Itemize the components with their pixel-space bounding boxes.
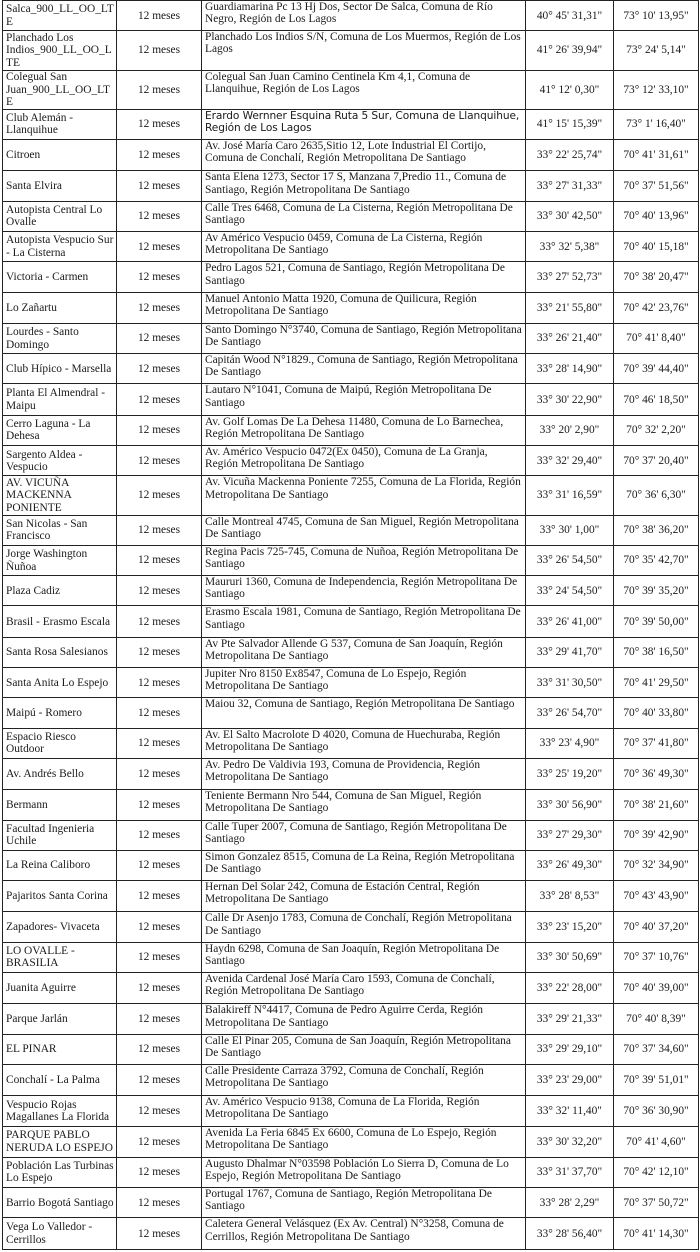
duration-cell: 12 meses (117, 576, 202, 606)
duration-cell: 12 meses (117, 728, 202, 758)
longitude-cell: 70° 43' 43,90" (614, 881, 699, 912)
latitude-cell: 33° 31' 16,59" (526, 476, 614, 515)
duration-cell: 12 meses (117, 292, 202, 323)
duration-cell: 12 meses (117, 637, 202, 667)
duration-cell: 12 meses (117, 912, 202, 942)
longitude-cell: 73° 1' 16,40" (614, 109, 699, 139)
duration-cell: 12 meses (117, 790, 202, 820)
address-cell: Calle Tuper 2007, Comuna de Santiago, Región Metropolitana De Santiago (202, 820, 526, 850)
site-name-cell: La Reina Caliboro (3, 850, 117, 880)
duration-cell: 12 meses (117, 1, 202, 31)
latitude-cell: 33° 29' 29,10" (526, 1034, 614, 1064)
table-row (3, 545, 699, 575)
latitude-cell: 33° 29' 21,33" (526, 1004, 614, 1034)
latitude-cell: 33° 27' 31,33" (526, 171, 614, 201)
address-cell: Colegual San Juan Camino Centinela Km 4,1, Comuna de Llanquihue, Región de Los Lagos (202, 70, 526, 109)
address-cell: Augusto Dhalmar N°03598 Población Lo Sierra D, Comuna de Lo Espejo, Región Metropolitana De Santiago (202, 1157, 526, 1187)
address-cell: Av. Pedro De Valdivia 193, Comuna de Providencia, Región Metropolitana De Santiago (202, 758, 526, 789)
table-row (3, 262, 699, 292)
address-cell: Calle Tres 6468, Comuna de La Cisterna, Región Metropolitana De Santiago (202, 201, 526, 231)
table-row (3, 758, 699, 789)
longitude-cell: 70° 39' 35,20" (614, 576, 699, 606)
address-cell: Av Pte Salvador Allende G 537, Comuna de San Joaquín, Región Metropolitana De Santiago (202, 637, 526, 667)
latitude-cell: 33° 28' 56,40" (526, 1218, 614, 1250)
latitude-cell: 41° 26' 39,94" (526, 31, 614, 70)
latitude-cell: 40° 45' 31,31" (526, 1, 614, 31)
site-name-cell: Victoria - Carmen (3, 262, 117, 292)
site-name-cell: Planta El Almendral - Maipu (3, 384, 117, 415)
address-cell: Av Américo Vespucio 0459, Comuna de La Cisterna, Región Metropolitana De Santiago (202, 232, 526, 262)
latitude-cell: 33° 26' 21,40" (526, 323, 614, 353)
latitude-cell: 33° 30' 50,69" (526, 942, 614, 972)
address-cell: Hernan Del Solar 242, Comuna de Estación Central, Región Metropolitana De Santiago (202, 881, 526, 912)
site-name-cell: Santa Rosa Salesianos (3, 637, 117, 667)
site-name-cell: Sargento Aldea - Vespucio (3, 446, 117, 476)
table-row (3, 698, 699, 728)
site-name-cell: Autopista Central Lo Ovalle (3, 201, 117, 231)
table-row (3, 606, 699, 637)
duration-cell: 12 meses (117, 1157, 202, 1187)
table-row (3, 70, 699, 109)
table-row (3, 1034, 699, 1064)
latitude-cell: 33° 20' 2,90" (526, 415, 614, 445)
address-cell: Maiou 32, Comuna de Santiago, Región Metropolitana De Santiago (202, 698, 526, 728)
site-name-cell: Av. Andrés Bello (3, 758, 117, 789)
duration-cell: 12 meses (117, 820, 202, 850)
site-name-cell: Facultad Ingenieria Uchile (3, 820, 117, 850)
site-name-cell: Lo Zañartu (3, 292, 117, 323)
duration-cell: 12 meses (117, 1188, 202, 1218)
longitude-cell: 70° 39' 44,40" (614, 354, 699, 384)
address-cell: Maururi 1360, Comuna de Independencia, Región Metropolitana De Santiago (202, 576, 526, 606)
table-row (3, 1188, 699, 1218)
latitude-cell: 33° 22' 25,74" (526, 140, 614, 171)
site-name-cell: PARQUE PABLO NERUDA LO ESPEJO (3, 1126, 117, 1157)
longitude-cell: 70° 46' 18,50" (614, 384, 699, 415)
table-row (3, 1004, 699, 1034)
duration-cell: 12 meses (117, 384, 202, 415)
longitude-cell: 70° 41' 29,50" (614, 668, 699, 698)
longitude-cell: 70° 36' 30,90" (614, 1096, 699, 1126)
table-row (3, 140, 699, 171)
table-row (3, 668, 699, 698)
latitude-cell: 33° 28' 2,29" (526, 1188, 614, 1218)
address-cell: Caletera General Velásquez (Ex Av. Central) N°3258, Comuna de Cerrillos, Región Metropolitana De Santiago (202, 1218, 526, 1250)
site-name-cell: Santa Anita Lo Espejo (3, 668, 117, 698)
latitude-cell: 33° 30' 56,90" (526, 790, 614, 820)
longitude-cell: 70° 40' 33,80" (614, 698, 699, 728)
longitude-cell: 70° 37' 41,80" (614, 728, 699, 758)
duration-cell: 12 meses (117, 262, 202, 292)
site-name-cell: Plaza Cadiz (3, 576, 117, 606)
latitude-cell: 33° 27' 52,73" (526, 262, 614, 292)
table-row (3, 354, 699, 384)
table-row (3, 323, 699, 353)
longitude-cell: 73° 24' 5,14" (614, 31, 699, 70)
duration-cell: 12 meses (117, 758, 202, 789)
table-row (3, 171, 699, 201)
latitude-cell: 33° 25' 19,20" (526, 758, 614, 789)
address-cell: Manuel Antonio Matta 1920, Comuna de Quilicura, Región Metropolitana De Santiago (202, 292, 526, 323)
duration-cell: 12 meses (117, 171, 202, 201)
table-row (3, 820, 699, 850)
address-cell: Av. José María Caro 2635,Sitio 12, Lote Industrial El Cortijo, Comuna de Conchalí, Región Metropolitana De Santiago (202, 140, 526, 171)
latitude-cell: 33° 27' 29,30" (526, 820, 614, 850)
longitude-cell: 70° 35' 42,70" (614, 545, 699, 575)
site-name-cell: Jorge Washington Ñuñoa (3, 545, 117, 575)
longitude-cell: 70° 36' 49,30" (614, 758, 699, 789)
address-cell: Avenida Cardenal José María Caro 1593, Comuna de Conchalí, Región Metropolitana De Santiago (202, 973, 526, 1004)
address-cell: Av. Américo Vespucio 0472(Ex 0450), Comuna de La Granja, Región Metropolitana De Santiago (202, 446, 526, 476)
site-name-cell: Brasil - Erasmo Escala (3, 606, 117, 637)
duration-cell: 12 meses (117, 973, 202, 1004)
site-name-cell: Vespucio Rojas Magallanes La Florida (3, 1096, 117, 1126)
duration-cell: 12 meses (117, 140, 202, 171)
site-name-cell: Vega Lo Valledor - Cerrillos (3, 1218, 117, 1250)
duration-cell: 12 meses (117, 606, 202, 637)
longitude-cell: 70° 38' 21,60" (614, 790, 699, 820)
duration-cell: 12 meses (117, 1096, 202, 1126)
latitude-cell: 33° 28' 8,53" (526, 881, 614, 912)
site-name-cell: Población Las Turbinas Lo Espejo (3, 1157, 117, 1187)
longitude-cell: 70° 39' 50,00" (614, 606, 699, 637)
table-row (3, 1, 699, 31)
site-name-cell: LO OVALLE - BRASILIA (3, 942, 117, 972)
table-row (3, 1096, 699, 1126)
longitude-cell: 70° 37' 51,56" (614, 171, 699, 201)
address-cell: Jupiter Nro 8150 Ex8547, Comuna de Lo Espejo, Región Metropolitana De Santiago (202, 668, 526, 698)
table-row (3, 973, 699, 1004)
address-cell: Haydn 6298, Comuna de San Joaquín, Región Metropolitana De Santiago (202, 942, 526, 972)
address-cell: Simon Gonzalez 8515, Comuna de La Reina, Región Metropolitana De Santiago (202, 850, 526, 880)
latitude-cell: 33° 30' 1,00" (526, 515, 614, 545)
site-name-cell: Pajaritos Santa Corina (3, 881, 117, 912)
address-cell: Erardo Wernner Esquina Ruta 5 Sur, Comuna de Llanquihue, Región de Los Lagos (202, 109, 526, 139)
latitude-cell: 33° 32' 11,40" (526, 1096, 614, 1126)
duration-cell: 12 meses (117, 476, 202, 515)
table-row (3, 637, 699, 667)
address-cell: Santo Domingo N°3740, Comuna de Santiago, Región Metropolitana De Santiago (202, 323, 526, 353)
address-cell: Calle Dr Asenjo 1783, Comuna de Conchalí, Región Metropolitana De Santiago (202, 912, 526, 942)
longitude-cell: 70° 40' 37,20" (614, 912, 699, 942)
duration-cell: 12 meses (117, 232, 202, 262)
address-cell: Teniente Bermann Nro 544, Comuna de San Miguel, Región Metropolitana De Santiago (202, 790, 526, 820)
table-row (3, 201, 699, 231)
duration-cell: 12 meses (117, 698, 202, 728)
duration-cell: 12 meses (117, 545, 202, 575)
site-name-cell: Espacio Riesco Outdoor (3, 728, 117, 758)
table-row (3, 31, 699, 70)
table-row (3, 446, 699, 476)
address-cell: Calle El Pinar 205, Comuna de San Joaquín, Región Metropolitana De Santiago (202, 1034, 526, 1064)
site-name-cell: AV. VICUÑA MACKENNA PONIENTE (3, 476, 117, 515)
duration-cell: 12 meses (117, 109, 202, 139)
site-name-cell: Autopista Vespucio Sur - La Cisterna (3, 232, 117, 262)
sites-table-body (3, 1, 699, 1250)
address-cell: Av. Golf Lomas De La Dehesa 11480, Comuna de Lo Barnechea, Región Metropolitana De Santiago (202, 415, 526, 445)
table-row (3, 384, 699, 415)
longitude-cell: 70° 37' 34,60" (614, 1034, 699, 1064)
duration-cell: 12 meses (117, 668, 202, 698)
site-name-cell: Lourdes - Santo Domingo (3, 323, 117, 353)
latitude-cell: 33° 30' 22,90" (526, 384, 614, 415)
latitude-cell: 33° 32' 5,38" (526, 232, 614, 262)
latitude-cell: 33° 26' 49,30" (526, 850, 614, 880)
longitude-cell: 70° 36' 6,30" (614, 476, 699, 515)
table-row (3, 790, 699, 820)
latitude-cell: 33° 30' 42,50" (526, 201, 614, 231)
address-cell: Portugal 1767, Comuna de Santiago, Región Metropolitana De Santiago (202, 1188, 526, 1218)
address-cell: Av. Vicuña Mackenna Poniente 7255, Comuna de La Florida, Región Metropolitana De Santiago (202, 476, 526, 515)
table-row (3, 881, 699, 912)
duration-cell: 12 meses (117, 201, 202, 231)
table-row (3, 232, 699, 262)
address-cell: Planchado Los Indios S/N, Comuna de Los Muermos, Región de Los Lagos (202, 31, 526, 70)
longitude-cell: 70° 41' 14,30" (614, 1218, 699, 1250)
longitude-cell: 70° 37' 10,76" (614, 942, 699, 972)
longitude-cell: 73° 10' 13,95" (614, 1, 699, 31)
latitude-cell: 33° 24' 54,50" (526, 576, 614, 606)
table-row (3, 850, 699, 880)
duration-cell: 12 meses (117, 70, 202, 109)
duration-cell: 12 meses (117, 942, 202, 972)
address-cell: Guardiamarina Pc 13 Hj Dos, Sector De Salca, Comuna de Río Negro, Región de Los Lagos (202, 1, 526, 31)
sites-table (2, 0, 699, 1250)
site-name-cell: Maipú - Romero (3, 698, 117, 728)
longitude-cell: 70° 42' 12,10" (614, 1157, 699, 1187)
latitude-cell: 33° 22' 28,00" (526, 973, 614, 1004)
site-name-cell: Salca_900_LL_OO_LTE (3, 1, 117, 31)
longitude-cell: 70° 37' 20,40" (614, 446, 699, 476)
longitude-cell: 70° 41' 31,61" (614, 140, 699, 171)
duration-cell: 12 meses (117, 515, 202, 545)
address-cell: Avenida La Feria 6845 Ex 6600, Comuna de Lo Espejo, Región Metropolitana De Santiago (202, 1126, 526, 1157)
longitude-cell: 70° 32' 2,20" (614, 415, 699, 445)
address-cell: Calle Presidente Carraza 3792, Comuna de Conchalí, Región Metropolitana De Santiago (202, 1064, 526, 1095)
table-row (3, 515, 699, 545)
longitude-cell: 70° 32' 34,90" (614, 850, 699, 880)
latitude-cell: 33° 26' 54,50" (526, 545, 614, 575)
duration-cell: 12 meses (117, 850, 202, 880)
address-cell: Av. El Salto Macrolote D 4020, Comuna de Huechuraba, Región Metropolitana De Santiago (202, 728, 526, 758)
site-name-cell: Club Alemán - Llanquihue (3, 109, 117, 139)
address-cell: Lautaro N°1041, Comuna de Maipú, Región Metropolitana De Santiago (202, 384, 526, 415)
latitude-cell: 33° 32' 29,40" (526, 446, 614, 476)
site-name-cell: Zapadores- Vivaceta (3, 912, 117, 942)
longitude-cell: 70° 38' 20,47" (614, 262, 699, 292)
latitude-cell: 33° 31' 30,50" (526, 668, 614, 698)
duration-cell: 12 meses (117, 881, 202, 912)
site-name-cell: Santa Elvira (3, 171, 117, 201)
latitude-cell: 33° 30' 32,20" (526, 1126, 614, 1157)
table-row (3, 912, 699, 942)
table-row (3, 942, 699, 972)
longitude-cell: 70° 42' 23,76" (614, 292, 699, 323)
duration-cell: 12 meses (117, 323, 202, 353)
table-row (3, 476, 699, 515)
latitude-cell: 33° 23' 4,90" (526, 728, 614, 758)
table-row (3, 728, 699, 758)
longitude-cell: 70° 37' 50,72" (614, 1188, 699, 1218)
site-name-cell: Planchado Los Indios_900_LL_OO_LTE (3, 31, 117, 70)
latitude-cell: 33° 23' 29,00" (526, 1064, 614, 1095)
table-row (3, 1157, 699, 1187)
duration-cell: 12 meses (117, 31, 202, 70)
site-name-cell: Cerro Laguna - La Dehesa (3, 415, 117, 445)
longitude-cell: 70° 41' 4,60" (614, 1126, 699, 1157)
table-row (3, 1218, 699, 1250)
table-row (3, 1064, 699, 1095)
longitude-cell: 70° 38' 36,20" (614, 515, 699, 545)
longitude-cell: 70° 41' 8,40" (614, 323, 699, 353)
duration-cell: 12 meses (117, 1126, 202, 1157)
address-cell: Regina Pacis 725-745, Comuna de Nuñoa, Región Metropolitana De Santiago (202, 545, 526, 575)
duration-cell: 12 meses (117, 1064, 202, 1095)
latitude-cell: 33° 31' 37,70" (526, 1157, 614, 1187)
longitude-cell: 70° 39' 42,90" (614, 820, 699, 850)
address-cell: Av. Américo Vespucio 9138, Comuna de La Florida, Región Metropolitana De Santiago (202, 1096, 526, 1126)
latitude-cell: 33° 26' 54,70" (526, 698, 614, 728)
site-name-cell: Barrio Bogotá Santiago (3, 1188, 117, 1218)
latitude-cell: 33° 26' 41,00" (526, 606, 614, 637)
longitude-cell: 70° 39' 51,01" (614, 1064, 699, 1095)
table-row (3, 109, 699, 139)
table-row (3, 576, 699, 606)
duration-cell: 12 meses (117, 415, 202, 445)
table-row (3, 1126, 699, 1157)
site-name-cell: Colegual San Juan_900_LL_OO_LTE (3, 70, 117, 109)
duration-cell: 12 meses (117, 1218, 202, 1250)
longitude-cell: 70° 40' 8,39" (614, 1004, 699, 1034)
duration-cell: 12 meses (117, 446, 202, 476)
site-name-cell: Bermann (3, 790, 117, 820)
site-name-cell: EL PINAR (3, 1034, 117, 1064)
latitude-cell: 41° 15' 15,39" (526, 109, 614, 139)
duration-cell: 12 meses (117, 1034, 202, 1064)
latitude-cell: 33° 23' 15,20" (526, 912, 614, 942)
duration-cell: 12 meses (117, 1004, 202, 1034)
site-name-cell: Parque Jarlán (3, 1004, 117, 1034)
site-name-cell: Conchalí - La Palma (3, 1064, 117, 1095)
latitude-cell: 33° 21' 55,80" (526, 292, 614, 323)
longitude-cell: 70° 40' 39,00" (614, 973, 699, 1004)
latitude-cell: 33° 29' 41,70" (526, 637, 614, 667)
duration-cell: 12 meses (117, 354, 202, 384)
latitude-cell: 33° 28' 14,90" (526, 354, 614, 384)
longitude-cell: 70° 40' 13,96" (614, 201, 699, 231)
longitude-cell: 70° 38' 16,50" (614, 637, 699, 667)
address-cell: Santa Elena 1273, Sector 17 S, Manzana 7,Predio 11., Comuna de Santiago, Región Metropolitana De Santiago (202, 171, 526, 201)
site-name-cell: Juanita Aguirre (3, 973, 117, 1004)
address-cell: Calle Montreal 4745, Comuna de San Miguel, Región Metropolitana De Santiago (202, 515, 526, 545)
address-cell: Erasmo Escala 1981, Comuna de Santiago, Región Metropolitana De Santiago (202, 606, 526, 637)
latitude-cell: 41° 12' 0,30" (526, 70, 614, 109)
site-name-cell: Club Hípico - Marsella (3, 354, 117, 384)
address-cell: Capitán Wood N°1829., Comuna de Santiago, Región Metropolitana De Santiago (202, 354, 526, 384)
address-cell: Pedro Lagos 521, Comuna de Santiago, Región Metropolitana De Santiago (202, 262, 526, 292)
longitude-cell: 70° 40' 15,18" (614, 232, 699, 262)
site-name-cell: Citroen (3, 140, 117, 171)
table-row (3, 292, 699, 323)
longitude-cell: 73° 12' 33,10" (614, 70, 699, 109)
site-name-cell: San Nicolas - San Francisco (3, 515, 117, 545)
table-row (3, 415, 699, 445)
address-cell: Balakireff N°4417, Comuna de Pedro Aguirre Cerda, Región Metropolitana De Santiago (202, 1004, 526, 1034)
